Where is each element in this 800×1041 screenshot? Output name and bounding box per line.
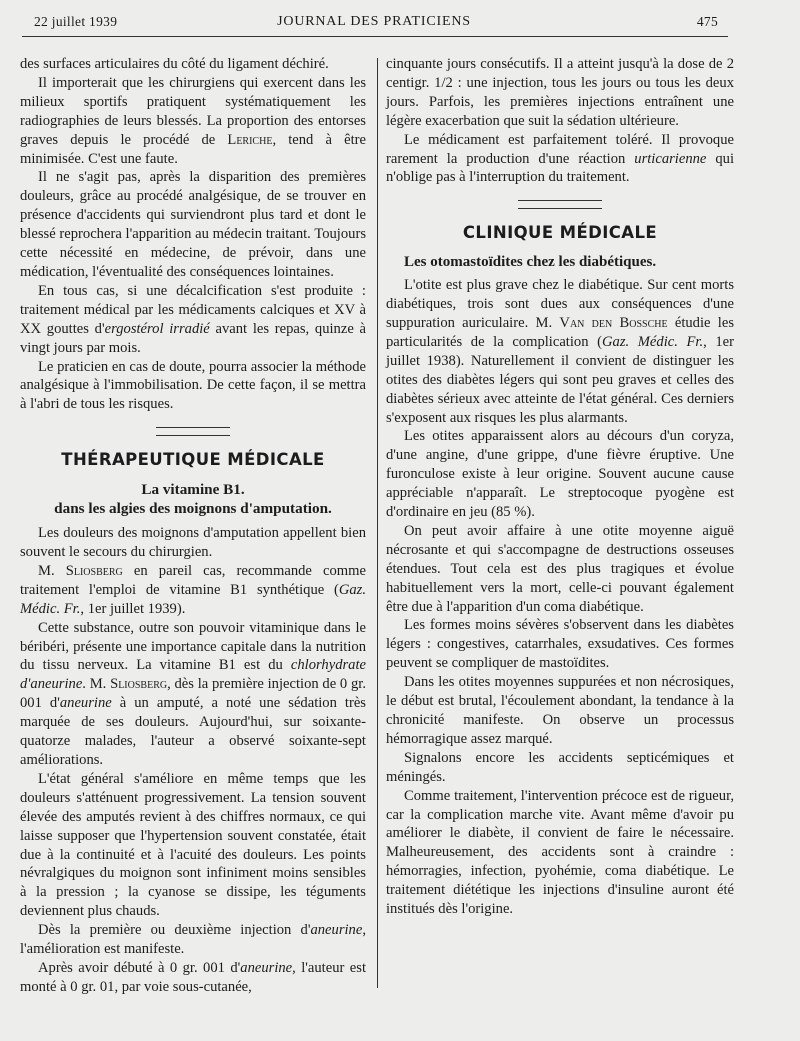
paragraph: En tous cas, si une décalcification s'est produite : traitement médical par les médicaments calciques et XV à XX gouttes d'ergostérol irradié avant les repas, quinze à vingt jours par mois. (20, 282, 366, 356)
paragraph: Après avoir débuté à 0 gr. 001 d'aneurine, l'auteur est monté à 0 gr. 01, par voie sous-cutanée, (20, 959, 366, 995)
issue-date: 22 juillet 1939 (34, 14, 118, 29)
paragraph: Comme traitement, l'intervention précoce est de rigueur, car la complication marche vite. Avant même d'avoir pu améliorer le diabète, il convient de faire le nécessaire. Malheureusement, des accidents sont à craindre : hémorragies, infection, pyohémie, coma diabétique. Le traitement diététique les injections d'insuline auront été institués dès l'origine. (386, 787, 734, 918)
column-divider (377, 58, 378, 988)
author-name: Van den Bossche (559, 314, 668, 331)
paragraph: Le médicament est parfaitement toléré. Il provoque rarement la production d'une réaction urticarienne qui n'oblige pas à l'interruption du traitement. (386, 131, 734, 186)
paragraph: Les otites apparaissent alors au décours d'un coryza, d'une angine, d'une grippe, d'une fièvre éruptive. Une furonculose existe à leur origine. Souvent aucune cause appréciable n'apparaît. Le streptocoque pyogène est d'ordinaire en jeu (85 %). (386, 428, 734, 521)
paragraph: L'état général s'améliore en même temps que les douleurs s'atténuent progressivement. La tension souvent élevée des amputés revient à des chiffres normaux, ce qui laisse supposer que l'hypertension souvent constatée, était due à la continuité et à l'acuité des douleurs. Les points névralgiques du moignon sont infiniment moins sensibles à la pression ; la cyanose se dissipe, les téguments deviennent plus chauds. (20, 770, 366, 920)
section-heading: THÉRAPEUTIQUE MÉDICALE (61, 450, 325, 470)
author-name: Sliosberg (65, 562, 123, 579)
paragraph: On peut avoir affaire à une otite moyenne aiguë nécrosante et qui s'accompagne de destructions osseuses étendues. Tout cela est des plus tragiques et évolue habituellement vers la mort, celle-ci pouvant également être due à l'apparition d'un coma diabétique. (386, 522, 734, 615)
section-separator (156, 427, 230, 436)
journal-title: JOURNAL DES PRATICIENS (277, 14, 471, 29)
paragraph: Dans les otites moyennes suppurées et non nécrosiques, le début est brutal, l'écoulement abondant, la tendance à la chronicité manifeste. On observe un processus hémorragique assez marqué. (386, 674, 734, 747)
article-title: La vitamine B1. dans les algies des moignons d'amputation. (54, 481, 332, 518)
article-title: Les otomastoïdites chez les diabétiques. (404, 254, 657, 271)
right-column (386, 55, 734, 919)
paragraph: Signalons encore les accidents septicémiques et méningés. (386, 749, 734, 785)
paragraph: M. Sliosberg en pareil cas, recommande comme traitement l'emploi de vitamine B1 synthétique (Gaz. Médic. Fr., 1er juillet 1939). (20, 562, 366, 617)
paragraph: Cette substance, outre son pouvoir vitaminique dans le béribéri, présente une importance capitale dans la nutrition du tissu nerveux. La vitamine B1 est du chlorhydrate d'aneurine. M. Sliosberg, dès la première injection de 0 gr. 001 d'aneurine à un amputé, a noté une sédation très marquée de ses douleurs. Aujourd'hui, sur soixante-quatorze malades, l'auteur a observé soixante-sept améliorations. (20, 619, 366, 768)
section-separator (518, 200, 602, 209)
section-heading: CLINIQUE MÉDICALE (462, 223, 658, 243)
paragraph: Dès la première ou deuxième injection d'aneurine, l'amélioration est manifeste. (20, 922, 366, 958)
running-header (30, 14, 718, 36)
author-name: Leriche (227, 131, 273, 148)
paragraph: L'otite est plus grave chez le diabétique. Sur cent morts diabétiques, trois sont dues aux conséquences d'une suppuration auriculaire. M. Van den Bossche étudie les particularités de la complication (Gaz. Médic. Fr., 1er juillet 1938). Naturellement il convient de distinguer les otites des diabètes légers qui sont peu graves et celles des diabètes sérieux avec atteinte de l'état général. Ces derniers s'exposent aux risques les plus alarmants. (386, 277, 735, 426)
header-rule (22, 36, 728, 37)
paragraph: Il importerait que les chirurgiens qui exercent dans les milieux sportifs pratiquent systématiquement les radiographies de leurs blessés. La proportion des entorses graves depuis le procédé de Leriche, tend à être minimisée. C'est une faute. (20, 74, 366, 167)
paragraph: Il ne s'agit pas, après la disparition des premières douleurs, grâce au procédé analgésique, de se trouver en présence d'accidents qui surviendront plus tard et dont le blessé reprochera l'apparition au médecin traitant. Toujours cette nécessité en médecine, de prévoir, dans une médication, l'éventualité des conséquences lointaines. (20, 169, 366, 280)
author-name: Sliosberg (110, 676, 168, 693)
paragraph: Les douleurs des moignons d'amputation appellent bien souvent le secours du chirurgien. (20, 525, 366, 561)
left-column (20, 55, 366, 997)
paragraph: Les formes moins sévères s'observent dans les diabètes légers : congestives, catarrhales, exsudatives. Ces formes peuvent se compliquer de mastoïdites. (386, 617, 734, 672)
page-number: 475 (696, 14, 718, 29)
paragraph: des surfaces articulaires du côté du ligament déchiré. (20, 56, 329, 72)
paragraph: cinquante jours consécutifs. Il a atteint jusqu'à la dose de 2 centigr. 1/2 : une injection, tous les jours ou tous les deux jours. Parfois, les premières injections entraînent une légère exacerbation que suit la sédation ultérieure. (386, 56, 734, 129)
paragraph: Le praticien en cas de doute, pourra associer la méthode analgésique à l'immobilisation. De cette façon, il se mettra à l'abri de tous les risques. (20, 358, 366, 413)
